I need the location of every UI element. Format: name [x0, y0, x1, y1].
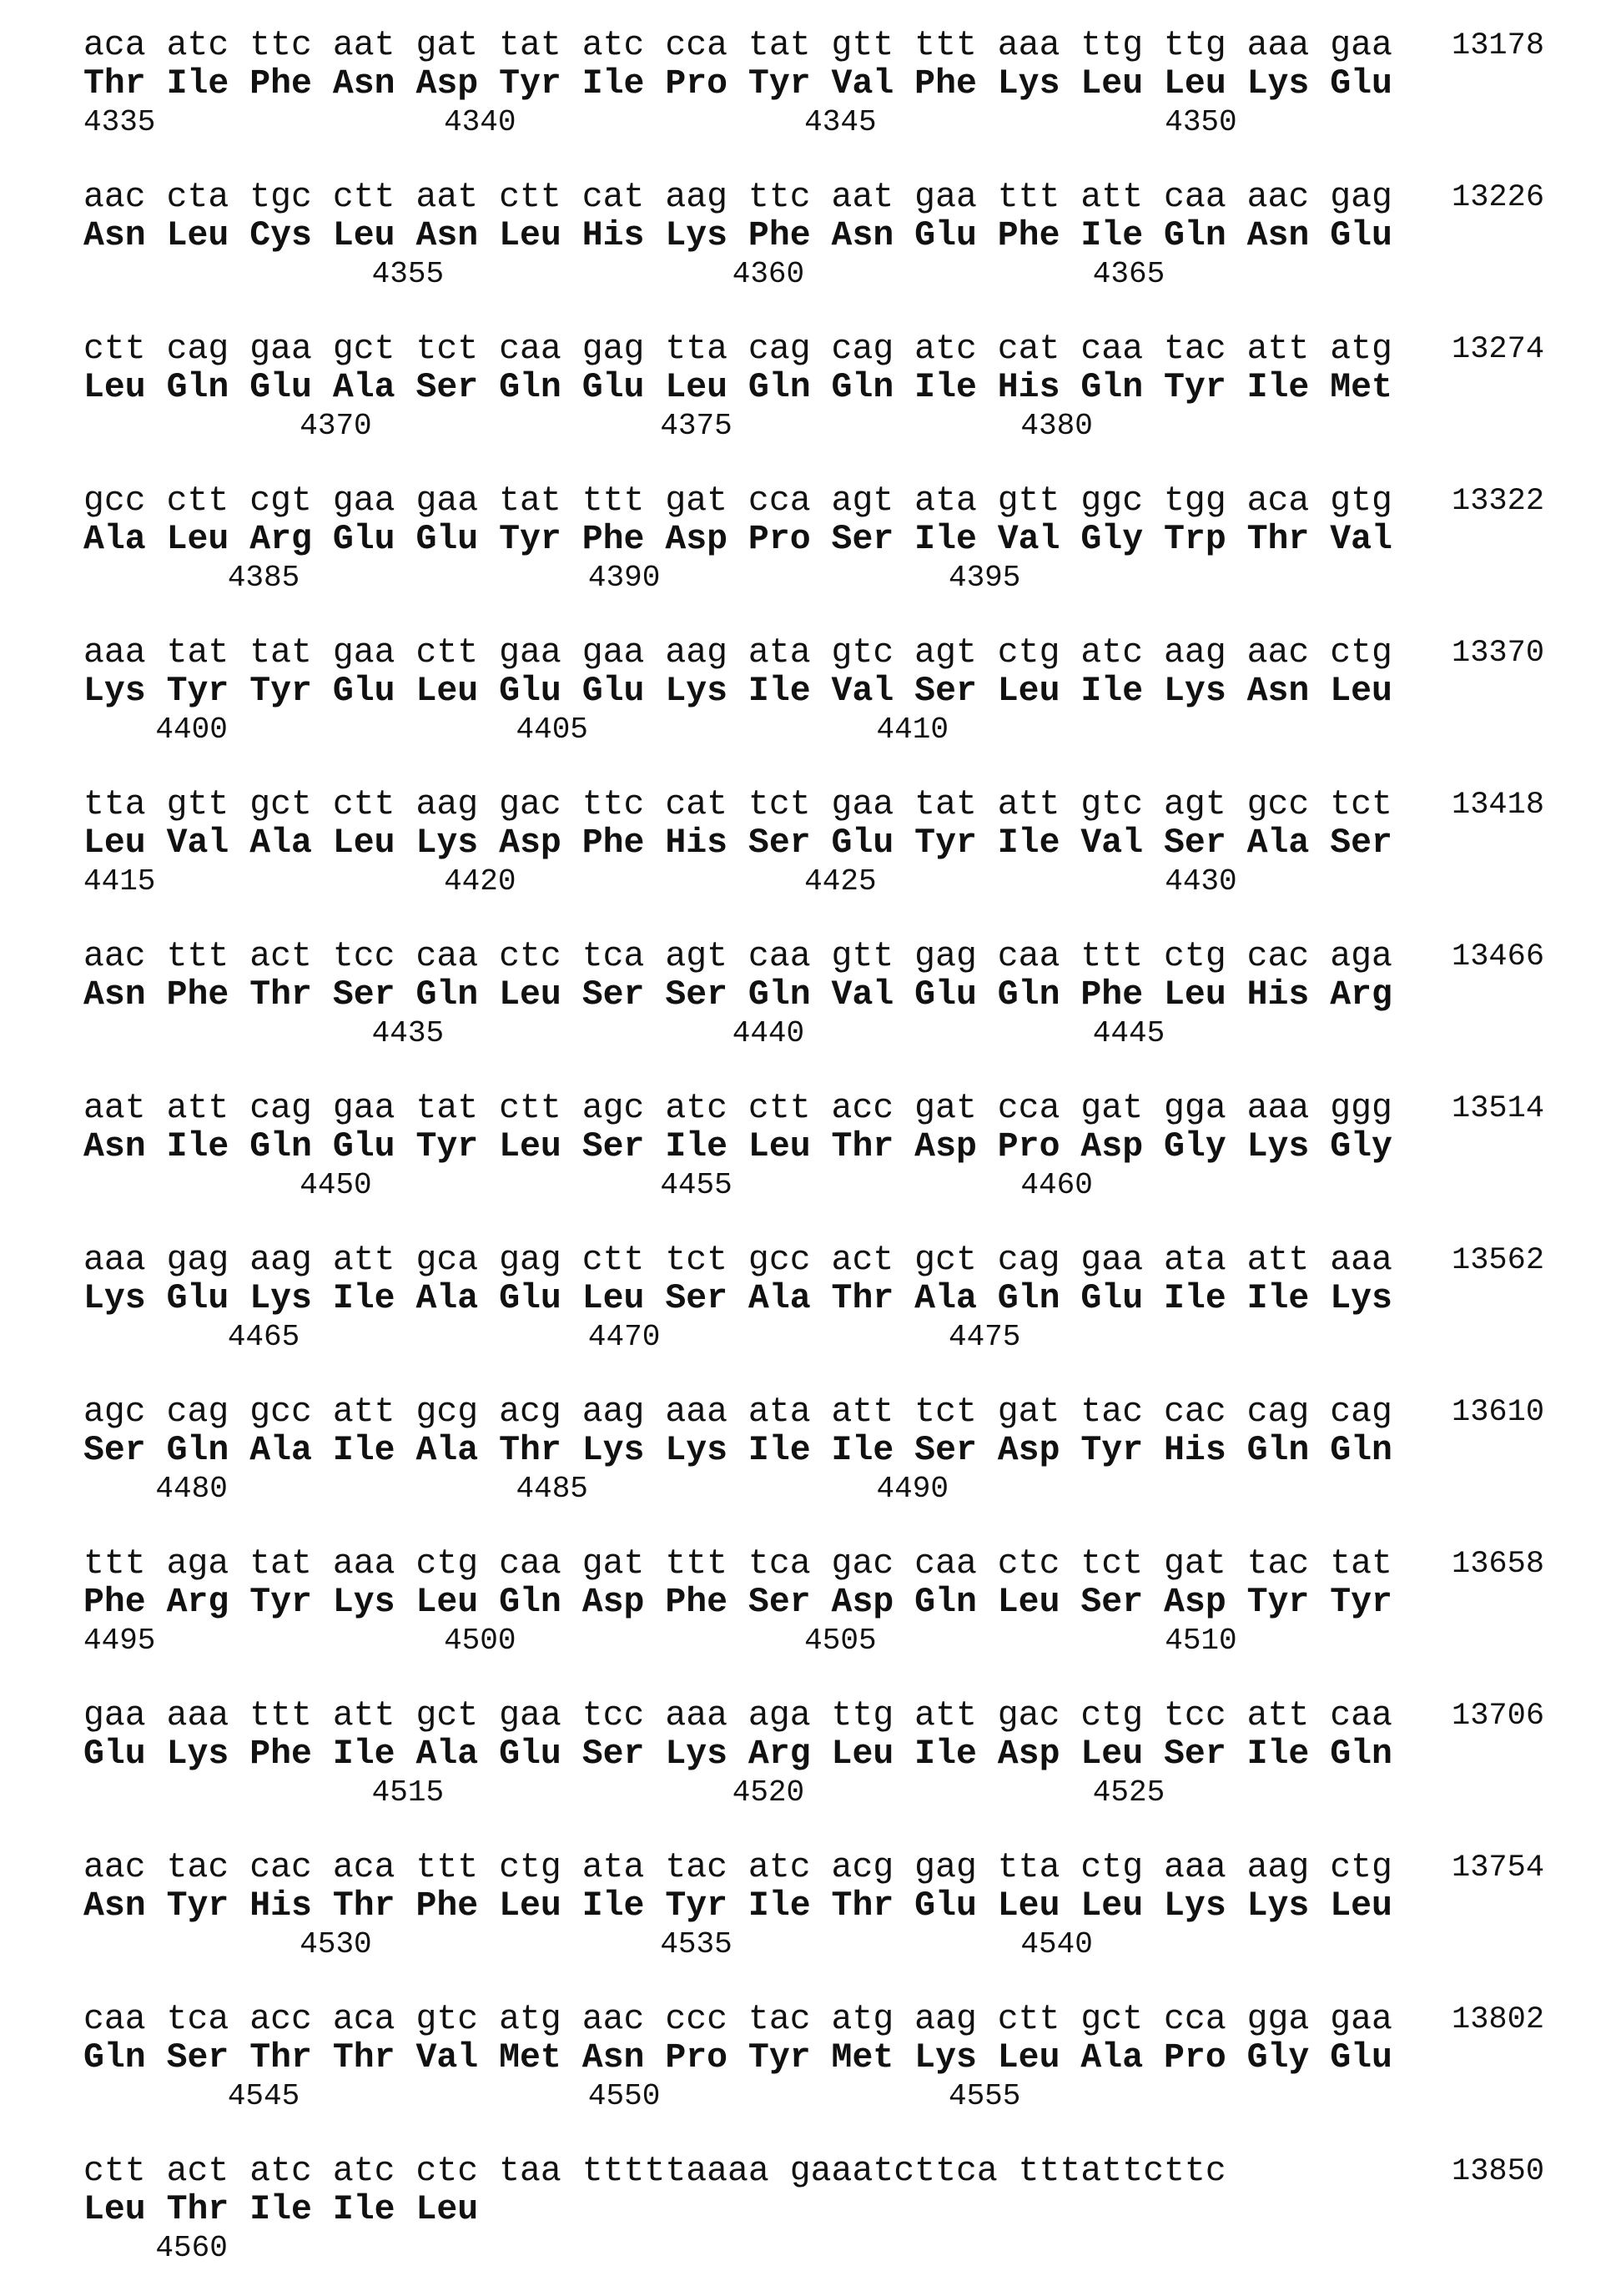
amino-acid-residues: Leu Thr Ile Ile Leu: [83, 2190, 479, 2229]
nucleotide-codons: ttt aga tat aaa ctg caa gat ttt tca gac caa ctc tct gat tac tat: [83, 1544, 1392, 1584]
residue-position-numbers: 4435 4440 4445: [83, 1016, 1165, 1050]
residue-position-numbers: 4335 4340 4345 4350: [83, 105, 1237, 139]
sequence-block: [83, 1697, 1585, 1822]
nucleotide-position-number: 13466: [1452, 939, 1545, 974]
amino-acid-residues: Thr Ile Phe Asn Asp Tyr Ile Pro Tyr Val Phe Lys Leu Leu Lys Glu: [83, 64, 1392, 103]
residue-position-numbers: 4545 4550 4555: [83, 2079, 1021, 2113]
nucleotide-codons: aaa tat tat gaa ctt gaa gaa aag ata gtc agt ctg atc aag aac ctg: [83, 633, 1392, 672]
nucleotide-codons: ctt act atc atc ctc taa tttttaaaa gaaatcttca tttattcttc: [83, 2152, 1226, 2191]
residue-position-numbers: 4355 4360 4365: [83, 257, 1165, 291]
nucleotide-codons: aac cta tgc ctt aat ctt cat aag ttc aat gaa ttt att caa aac gag: [83, 178, 1392, 217]
nucleotide-codons: ctt cag gaa gct tct caa gag tta cag cag atc cat caa tac att atg: [83, 330, 1392, 369]
sequence-block: [83, 938, 1585, 1063]
nucleotide-codons: tta gtt gct ctt aag gac ttc cat tct gaa tat att gtc agt gcc tct: [83, 785, 1392, 824]
nucleotide-position-number: 13754: [1452, 1850, 1545, 1886]
amino-acid-residues: Asn Tyr His Thr Phe Leu Ile Tyr Ile Thr Glu Leu Leu Lys Lys Leu: [83, 1886, 1392, 1926]
nucleotide-position-number: 13370: [1452, 636, 1545, 671]
amino-acid-residues: Asn Ile Gln Glu Tyr Leu Ser Ile Leu Thr Asp Pro Asp Gly Lys Gly: [83, 1127, 1392, 1166]
nucleotide-position-number: 13322: [1452, 484, 1545, 519]
nucleotide-codons: gaa aaa ttt att gct gaa tcc aaa aga ttg att gac ctg tcc att caa: [83, 1696, 1392, 1735]
sequence-block: [83, 2152, 1585, 2278]
residue-position-numbers: 4450 4455 4460: [83, 1168, 1093, 1202]
nucleotide-position-number: 13658: [1452, 1547, 1545, 1582]
sequence-block: [83, 786, 1585, 911]
residue-position-numbers: 4560: [83, 2231, 228, 2265]
amino-acid-residues: Ala Leu Arg Glu Glu Tyr Phe Asp Pro Ser Ile Val Gly Trp Thr Val: [83, 520, 1392, 559]
residue-position-numbers: 4495 4500 4505 4510: [83, 1624, 1237, 1658]
sequence-block: [83, 2001, 1585, 2126]
sequence-block: [83, 1241, 1585, 1367]
residue-position-numbers: 4530 4535 4540: [83, 1927, 1093, 1961]
amino-acid-residues: Leu Val Ala Leu Lys Asp Phe His Ser Glu Tyr Ile Val Ser Ala Ser: [83, 823, 1392, 863]
sequence-block: [83, 179, 1585, 304]
amino-acid-residues: Lys Tyr Tyr Glu Leu Glu Glu Lys Ile Val Ser Leu Ile Lys Asn Leu: [83, 672, 1392, 711]
residue-position-numbers: 4400 4405 4410: [83, 712, 949, 747]
nucleotide-codons: aat att cag gaa tat ctt agc atc ctt acc gat cca gat gga aaa ggg: [83, 1089, 1392, 1128]
amino-acid-residues: Asn Phe Thr Ser Gln Leu Ser Ser Gln Val Glu Gln Phe Leu His Arg: [83, 975, 1392, 1015]
nucleotide-position-number: 13226: [1452, 180, 1545, 215]
nucleotide-codons: aca atc ttc aat gat tat atc cca tat gtt ttt aaa ttg ttg aaa gaa: [83, 26, 1392, 65]
nucleotide-codons: aac ttt act tcc caa ctc tca agt caa gtt gag caa ttt ctg cac aga: [83, 937, 1392, 976]
nucleotide-position-number: 13562: [1452, 1243, 1545, 1278]
amino-acid-residues: Phe Arg Tyr Lys Leu Gln Asp Phe Ser Asp Gln Leu Ser Asp Tyr Tyr: [83, 1583, 1392, 1622]
sequence-block: [83, 27, 1585, 152]
sequence-block: [83, 330, 1585, 456]
amino-acid-residues: Glu Lys Phe Ile Ala Glu Ser Lys Arg Leu Ile Asp Leu Ser Ile Gln: [83, 1735, 1392, 1774]
residue-position-numbers: 4385 4390 4395: [83, 561, 1021, 595]
nucleotide-codons: caa tca acc aca gtc atg aac ccc tac atg aag ctt gct cca gga gaa: [83, 2000, 1392, 2039]
residue-position-numbers: 4465 4470 4475: [83, 1320, 1021, 1354]
nucleotide-position-number: 13706: [1452, 1699, 1545, 1734]
nucleotide-position-number: 13418: [1452, 788, 1545, 823]
nucleotide-position-number: 13514: [1452, 1091, 1545, 1126]
nucleotide-codons: agc cag gcc att gcg acg aag aaa ata att tct gat tac cac cag cag: [83, 1392, 1392, 1432]
amino-acid-residues: Leu Gln Glu Ala Ser Gln Glu Leu Gln Gln Ile His Gln Tyr Ile Met: [83, 368, 1392, 407]
nucleotide-position-number: 13178: [1452, 28, 1545, 63]
sequence-block: [83, 482, 1585, 607]
residue-position-numbers: 4370 4375 4380: [83, 409, 1093, 443]
amino-acid-residues: Asn Leu Cys Leu Asn Leu His Lys Phe Asn Glu Phe Ile Gln Asn Glu: [83, 216, 1392, 255]
sequence-block: [83, 1545, 1585, 1670]
amino-acid-residues: Gln Ser Thr Thr Val Met Asn Pro Tyr Met Lys Leu Ala Pro Gly Glu: [83, 2038, 1392, 2077]
sequence-block: [83, 1090, 1585, 1215]
sequence-block: [83, 1393, 1585, 1518]
nucleotide-codons: gcc ctt cgt gaa gaa tat ttt gat cca agt ata gtt ggc tgg aca gtg: [83, 481, 1392, 521]
residue-position-numbers: 4515 4520 4525: [83, 1775, 1165, 1810]
nucleotide-position-number: 13802: [1452, 2002, 1545, 2037]
nucleotide-position-number: 13610: [1452, 1395, 1545, 1430]
residue-position-numbers: 4415 4420 4425 4430: [83, 864, 1237, 899]
nucleotide-codons: aac tac cac aca ttt ctg ata tac atc acg gag tta ctg aaa aag ctg: [83, 1848, 1392, 1887]
nucleotide-codons: aaa gag aag att gca gag ctt tct gcc act gct cag gaa ata att aaa: [83, 1241, 1392, 1280]
nucleotide-position-number: 13274: [1452, 332, 1545, 367]
sequence-block: [83, 634, 1585, 759]
nucleotide-position-number: 13850: [1452, 2154, 1545, 2189]
amino-acid-residues: Lys Glu Lys Ile Ala Glu Leu Ser Ala Thr Ala Gln Glu Ile Ile Lys: [83, 1279, 1392, 1318]
amino-acid-residues: Ser Gln Ala Ile Ala Thr Lys Lys Ile Ile Ser Asp Tyr His Gln Gln: [83, 1431, 1392, 1470]
residue-position-numbers: 4480 4485 4490: [83, 1472, 949, 1506]
sequence-block: [83, 1849, 1585, 1974]
